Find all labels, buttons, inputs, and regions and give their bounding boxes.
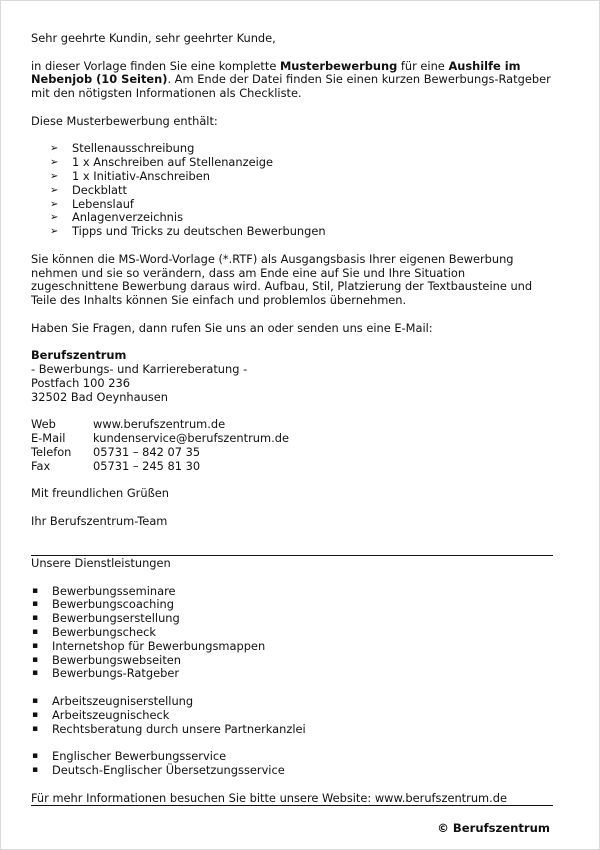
contents-heading: Diese Musterbewerbung enthält:	[31, 113, 218, 128]
list-item: ▪ Englischer Bewerbungsservice	[32, 749, 227, 764]
email-link[interactable]: kundenservice@berufszentrum.de	[93, 431, 289, 446]
square-bullet-icon: ▪	[32, 626, 39, 637]
services-heading: Unsere Dienstleistungen	[31, 556, 171, 570]
list-item: ➢ 1 x Initiativ-Anschreiben	[50, 168, 210, 183]
square-bullet-icon: ▪	[32, 640, 39, 651]
list-item: ▪ Deutsch-Englischer Übersetzungsservice	[32, 762, 285, 777]
list-item: ➢ Lebenslauf	[50, 196, 134, 211]
list-item: ▪ Internetshop für Bewerbungsmappen	[32, 638, 266, 653]
signature: Ihr Berufszentrum-Team	[31, 513, 168, 528]
contact-fax: Fax 05731 – 245 81 30	[31, 458, 201, 473]
square-bullet-icon: ▪	[32, 695, 39, 706]
square-bullet-icon: ▪	[32, 654, 39, 665]
copyright: © Berufszentrum	[437, 821, 550, 835]
org-subtitle: - Bewerbungs- und Karriereberatung -	[31, 362, 248, 377]
list-item: ▪ Bewerbungscheck	[32, 624, 157, 639]
web-link[interactable]: www.berufszentrum.de	[93, 417, 226, 432]
list-item: ➢ Stellenausschreibung	[50, 141, 195, 156]
arrow-bullet-icon: ➢	[50, 157, 59, 169]
more-info-text[interactable]: Für mehr Informationen besuchen Sie bitte unsere Website: www.berufszentrum.de	[31, 791, 508, 805]
contact-phone: Telefon 05731 – 842 07 35	[31, 444, 201, 459]
services-group-2	[31, 695, 556, 736]
list-item: ➢ Deckblatt	[50, 182, 127, 197]
contents-list	[31, 142, 556, 239]
arrow-bullet-icon: ➢	[50, 198, 59, 210]
org-postbox: Postfach 100 236	[31, 375, 131, 390]
arrow-bullet-icon: ➢	[50, 170, 59, 182]
services-group-1	[31, 585, 556, 682]
square-bullet-icon: ▪	[32, 613, 39, 624]
job-title: Aushilfe im Nebenjob (10 Seiten)	[31, 58, 521, 87]
org-name: Berufszentrum	[31, 348, 127, 363]
intro-paragraph: in dieser Vorlage finden Sie eine komplette Musterbewerbung für eine Aushilfe im Nebenjob (10 Seiten). Am Ende der Datei finden Sie einen kurzen Bewerbungs-Ratgeber mit den nötigsten Informationen als Checkliste.	[31, 58, 551, 101]
org-city: 32502 Bad Oeynhausen	[31, 389, 169, 404]
arrow-bullet-icon: ➢	[50, 184, 59, 196]
list-item: ▪ Bewerbungswebseiten	[32, 652, 182, 667]
product-name: Musterbewerbung	[279, 58, 398, 73]
list-item: ➢ 1 x Anschreiben auf Stellenanzeige	[50, 155, 274, 170]
services-section	[31, 557, 556, 778]
list-item: ➢ Tipps und Tricks zu deutschen Bewerbungen	[50, 224, 326, 239]
list-item: ▪ Bewerbungs-Ratgeber	[32, 666, 180, 681]
divider-bottom	[31, 805, 553, 806]
list-item: ➢ Anlagenverzeichnis	[50, 210, 183, 225]
contact-email: E-Mail kundenservice@berufszentrum.de	[31, 431, 289, 446]
arrow-bullet-icon: ➢	[50, 212, 59, 224]
square-bullet-icon: ▪	[32, 585, 39, 596]
contact-web: Web www.berufszentrum.de	[31, 417, 226, 432]
services-group-3	[31, 750, 556, 778]
square-bullet-icon: ▪	[32, 709, 39, 720]
square-bullet-icon: ▪	[32, 668, 39, 679]
list-item: ▪ Bewerbungsseminare	[32, 583, 176, 598]
list-item: ▪ Bewerbungserstellung	[32, 611, 180, 626]
arrow-bullet-icon: ➢	[50, 143, 59, 155]
greeting: Sehr geehrte Kundin, sehr geehrter Kunde,	[31, 31, 276, 45]
square-bullet-icon: ▪	[32, 764, 39, 775]
list-item: ▪ Bewerbungscoaching	[32, 597, 174, 612]
usage-paragraph: Sie können die MS-Word-Vorlage (*.RTF) als Ausgangsbasis Ihrer eigenen Bewerbung nehmen und sie so verändern, dass am Ende eine auf Sie und Ihre Situation zugeschnittene Bewerbung daraus wird. Aufbau, Stil, Platzierung der Textbausteine und Teile des Inhalts können Sie einfach und problemlos übernehmen.	[31, 251, 533, 308]
closing: Mit freundlichen Grüßen	[31, 486, 169, 501]
square-bullet-icon: ▪	[32, 599, 39, 610]
list-item: ▪ Arbeitszeugniserstellung	[32, 693, 194, 708]
arrow-bullet-icon: ➢	[50, 226, 59, 238]
square-bullet-icon: ▪	[32, 751, 39, 762]
square-bullet-icon: ▪	[32, 723, 39, 734]
list-item: ▪ Rechtsberatung durch unsere Partnerkanzlei	[32, 721, 306, 736]
list-item: ▪ Arbeitszeugnischeck	[32, 707, 170, 722]
questions-paragraph: Haben Sie Fragen, dann rufen Sie uns an oder senden uns eine E-Mail:	[31, 320, 433, 335]
letter-body	[31, 32, 556, 529]
